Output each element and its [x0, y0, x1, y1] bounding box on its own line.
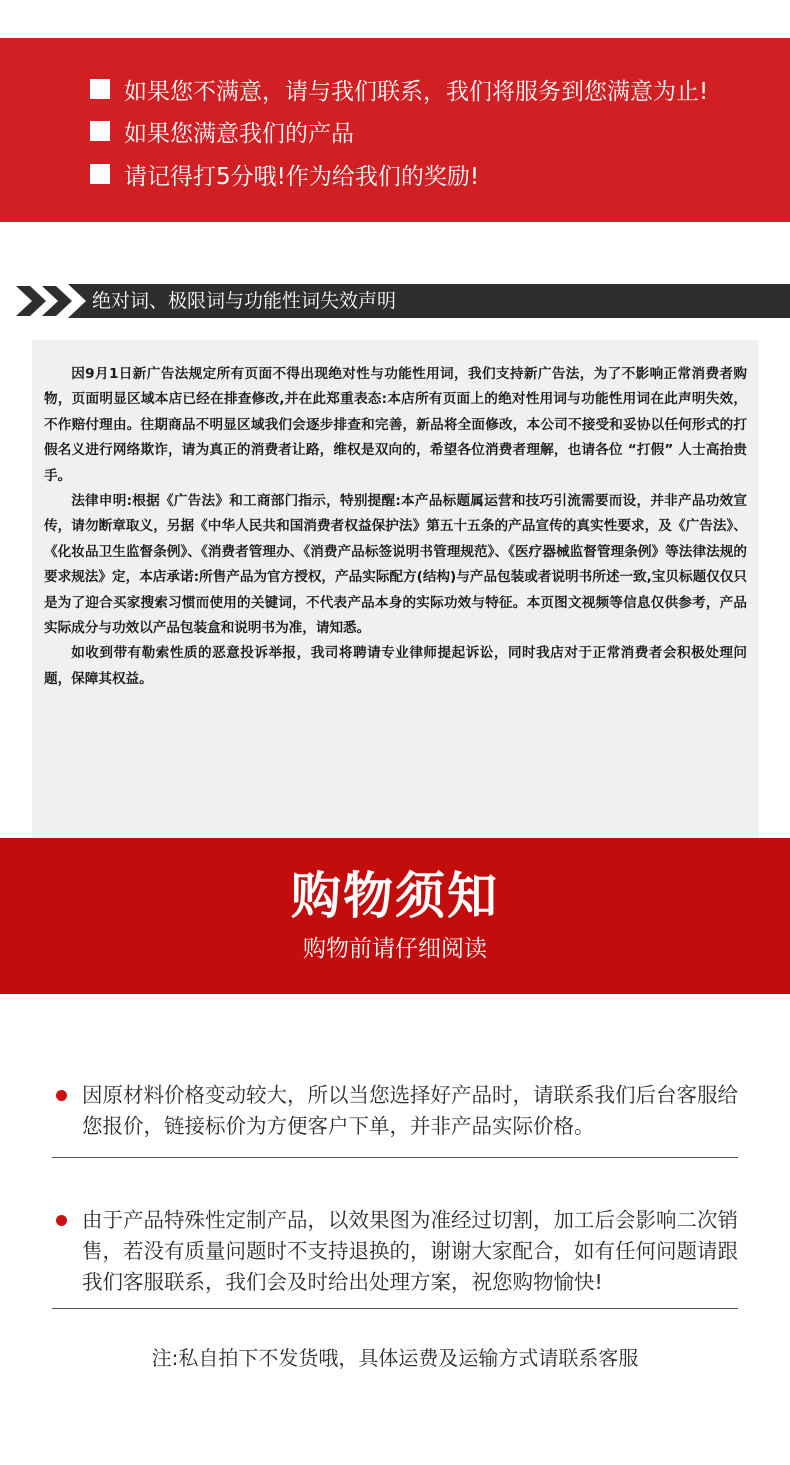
banner-line-text: 请记得打5分哦!作为给我们的奖励! [124, 163, 480, 190]
declaration-paragraph: 因9月1日新广告法规定所有页面不得出现绝对性与功能性用词，我们支持新广告法，为了不影响正常消费者购物，页面明显区域本店已经在排查修改,并在此郑重表态:本店所有页面上的绝对性用词与功能性用词在此声明失效，不作赔付理由。往期商品不明显区域我们会逐步排查和完善，新品将全面修改，本公司不接受和妥协以任何形式的打假名义进行网络欺诈，请为真正的消费者让路，维权是双向的，希望各位消费者理解，也请各位 “打假” 人士高抬贵手。 [44, 366, 747, 484]
notice-item-text: 由于产品特殊性定制产品，以效果图为准经过切割，加工后会影响二次销售，若没有质量问题时不支持退换的，谢谢大家配合，如有任何问题请跟我们客服联系，我们会及时给出处理方案，祝您购物愉快! [82, 1208, 738, 1294]
notice-item-text: 因原材料价格变动较大，所以当您选择好产品时，请联系我们后台客服给您报价，链接标价为方便客户下单，并非产品实际价格。 [82, 1083, 738, 1138]
divider [52, 1157, 738, 1158]
square-bullet-icon [90, 164, 110, 184]
declaration-title: 绝对词、极限词与功能性词失效声明 [92, 290, 397, 312]
double-chevron-icon [16, 284, 86, 318]
banner-line [90, 159, 479, 189]
square-bullet-icon [90, 121, 110, 141]
banner-line [90, 116, 354, 146]
shopping-notice-banner [0, 838, 790, 994]
divider [52, 1308, 738, 1309]
banner-line-text: 如果您满意我们的产品 [124, 120, 354, 147]
declaration-box [32, 340, 759, 840]
declaration-paragraph: 如收到带有勒索性质的恶意投诉举报，我司将聘请专业律师提起诉讼，同时我店对于正常消费者会积极处理问题，保障其权益。 [44, 645, 747, 687]
banner-line-text: 如果您不满意，请与我们联系，我们将服务到您满意为止! [124, 78, 709, 105]
red-dot-bullet-icon [56, 1215, 67, 1226]
banner-line [90, 74, 708, 104]
shipping-footnote: 注:私自拍下不发货哦，具体运费及运输方式请联系客服 [151, 1346, 639, 1370]
notice-item [56, 1080, 746, 1142]
notice-title: 购物须知 [291, 867, 499, 925]
declaration-header [0, 282, 790, 320]
satisfaction-banner [0, 38, 790, 222]
square-bullet-icon [90, 79, 110, 99]
notice-item [56, 1205, 746, 1298]
notice-subtitle: 购物前请仔细阅读 [303, 936, 487, 962]
declaration-paragraph: 法律申明:根据《广告法》和工商部门指示，特别提醒:本产品标题属运营和技巧引流需要而设，并非产品功效宣传，请勿断章取义，另据《中华人民共和国消费者权益保护法》第五十五条的产品宣传的真实性要求，及《广告法》、《化妆品卫生监督条例》、《消费者管理办、《消费产品标签说明书管理规范》、《医疗器械监督管理条例》等法律法规的要求规法》定，本店承诺:所售产品为官方授权，产品实际配方(结构)与产品包装或者说明书所述一致,宝贝标题仅仅只是为了迎合买家搜索习惯而使用的关键词，不代表产品本身的实际功效与特征。本页图文视频等信息仅供参考，产品实际成分与功效以产品包装盒和说明书为准，请知悉。 [44, 493, 747, 637]
red-dot-bullet-icon [56, 1090, 67, 1101]
